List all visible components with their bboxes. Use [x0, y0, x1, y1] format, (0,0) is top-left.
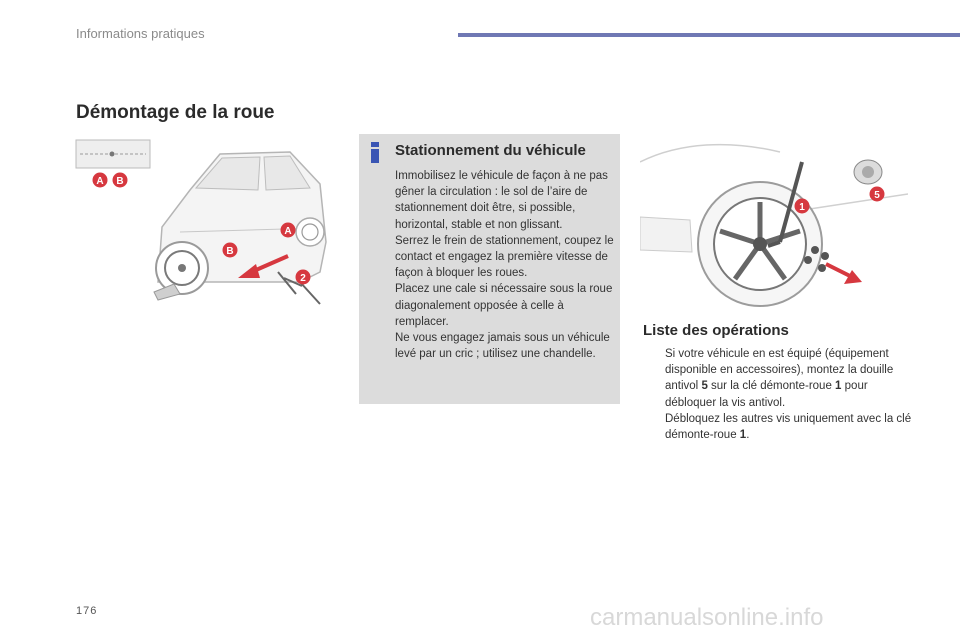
info-paragraph: Immobilisez le véhicule de façon à ne pas gêner la circulation : le sol de l’aire de stationnement doit être, si possible, horizontal, stable et non glissant.	[395, 170, 608, 231]
info-paragraph: Serrez le frein de stationnement, coupez le contact et engagez la première vitesse de façon à bloquer les roues.	[395, 234, 614, 280]
info-box-title: Stationnement du véhicule	[395, 142, 586, 159]
svg-text:5: 5	[874, 190, 880, 201]
svg-text:A: A	[96, 176, 104, 187]
svg-text:2: 2	[300, 273, 306, 284]
info-paragraph: Placez une cale si nécessaire sous la roue diagonalement opposée à celle à remplacer.	[395, 283, 613, 328]
watermark: carmanualsonline.info	[590, 604, 824, 631]
operation-item: Débloquez les autres vis uniquement avec la clé démonte-roue 1.	[665, 412, 912, 442]
svg-text:B: B	[226, 246, 234, 257]
operation-item: Si votre véhicule en est équipé (équipement disponible en accessoires), montez la douille antivol 5 sur la clé démonte-roue 1 pour débloquer la vis antivol.	[665, 348, 894, 409]
label-b-badge-car	[223, 243, 238, 258]
operations-title: Liste des opérations	[643, 322, 789, 339]
svg-text:1: 1	[799, 202, 805, 213]
label-5-badge	[870, 187, 885, 202]
page-number: 176	[76, 605, 98, 617]
info-box-text	[395, 168, 617, 362]
label-a-badge-car	[281, 223, 296, 238]
svg-text:A: A	[284, 226, 292, 237]
label-1-badge	[795, 199, 810, 214]
svg-text:B: B	[116, 176, 124, 187]
operations-list	[643, 346, 913, 443]
car-jack-illustration	[70, 132, 340, 322]
info-paragraph: Ne vous engagez jamais sous un véhicule levé par un cric ; utilisez une chandelle.	[395, 332, 610, 361]
label-2-badge	[296, 270, 311, 285]
header-accent-bar	[458, 33, 960, 37]
wheel-key-illustration	[640, 132, 908, 312]
info-box-parking	[359, 134, 620, 404]
label-a-badge	[93, 173, 108, 188]
label-b-badge	[113, 173, 128, 188]
section-header: Informations pratiques	[76, 26, 205, 41]
info-icon	[369, 142, 381, 162]
page-title: Démontage de la roue	[76, 102, 275, 123]
